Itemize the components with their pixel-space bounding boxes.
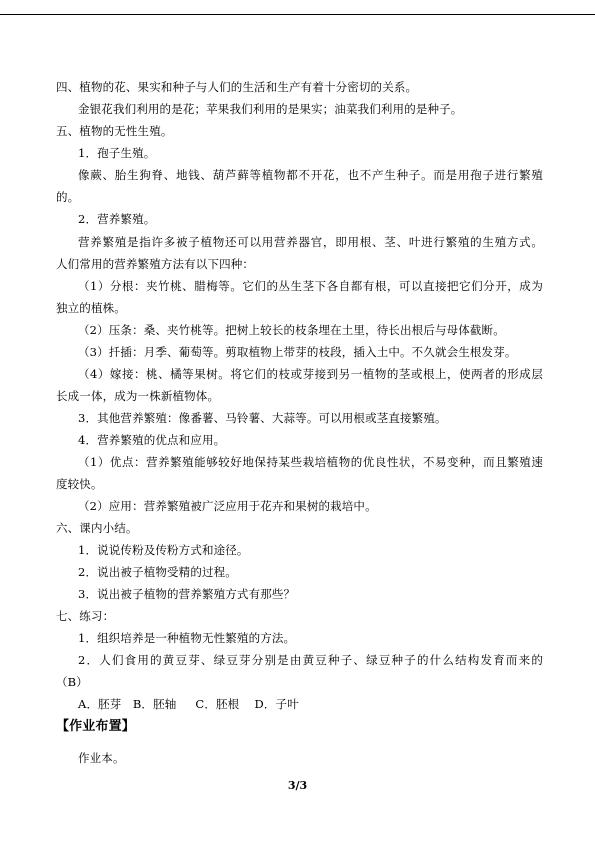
- list-item: 1．说说传粉及传粉方式和途径。: [78, 543, 249, 557]
- section-4-heading: 四、植物的花、果实和种子与人们的生活和生产有着十分密切的关系。: [56, 80, 418, 94]
- paragraph: 金银花我们利用的是花；苹果我们利用的是果实；油菜我们利用的是种子。: [78, 102, 463, 116]
- list-item: （2）压条：桑、夹竹桃等。把树上较长的枝条埋在土里，待长出根后与母体截断。: [78, 323, 505, 337]
- list-item-cont: 独立的植株。: [56, 301, 126, 315]
- list-item: （1）优点：营养繁殖能够较好地保持某些栽培植物的优良性状，不易变种，而且繁殖速: [78, 455, 543, 469]
- exercise-answer: （B）: [56, 675, 88, 689]
- page-number: 3/3: [287, 779, 308, 792]
- section-7-heading: 七、练习：: [56, 609, 115, 623]
- homework-heading: 【作业布置】: [56, 719, 135, 734]
- list-item: （3）扦插：月季、葡萄等。剪取植物上带芽的枝段，插入土中。不久就会生根发芽。: [78, 345, 517, 359]
- list-item: （2）应用：营养繁殖被广泛应用于花卉和果树的栽培中。: [78, 499, 377, 513]
- header-rule: [0, 14, 595, 15]
- section-5-heading: 五、植物的无性生殖。: [56, 124, 173, 138]
- section-6-heading: 六、课内小结。: [56, 521, 138, 535]
- list-item-cont: 度较快。: [56, 477, 103, 491]
- paragraph-cont: 人们常用的营养繁殖方法有以下四种：: [56, 257, 255, 271]
- paragraph-cont: 的。: [56, 190, 80, 204]
- subheading: 3．其他营养繁殖：像番薯、马铃薯、大蒜等。可以用根或茎直接繁殖。: [78, 411, 447, 425]
- list-item: 3．说出被子植物的营养繁殖方式有那些？: [78, 587, 296, 601]
- list-item: （1）分根：夹竹桃、腊梅等。它们的丛生茎下各自都有根，可以直接把它们分开，成为: [78, 279, 543, 293]
- subheading: 1．孢子生殖。: [78, 146, 156, 160]
- paragraph: 像蕨、胎生狗脊、地钱、葫芦藓等植物都不开花，也不产生种子。而是用孢子进行繁殖: [78, 168, 543, 182]
- paragraph: 营养繁殖是指许多被子植物还可以用营养器官，即用根、茎、叶进行繁殖的生殖方式。: [78, 235, 543, 249]
- list-item: 2．说出被子植物受精的过程。: [78, 565, 237, 579]
- subheading: 4．营养繁殖的优点和应用。: [78, 433, 226, 447]
- exercise-options: A．胚芽 B．胚轴 C．胚根 D．子叶: [78, 697, 299, 711]
- exercise-item: 2．人们食用的黄豆芽、绿豆芽分别是由黄豆种子、绿豆种子的什么结构发育而来的: [78, 653, 543, 667]
- exercise-item: 1．组织培养是一种植物无性繁殖的方法。: [78, 631, 296, 645]
- list-item: （4）嫁接：桃、橘等果树。将它们的枝或芽接到另一植物的茎或根上，使两者的形成层: [78, 367, 543, 381]
- subheading: 2．营养繁殖。: [78, 212, 156, 226]
- homework-text: 作业本。: [78, 751, 125, 765]
- list-item-cont: 长成一体，成为一株新植物体。: [56, 389, 220, 403]
